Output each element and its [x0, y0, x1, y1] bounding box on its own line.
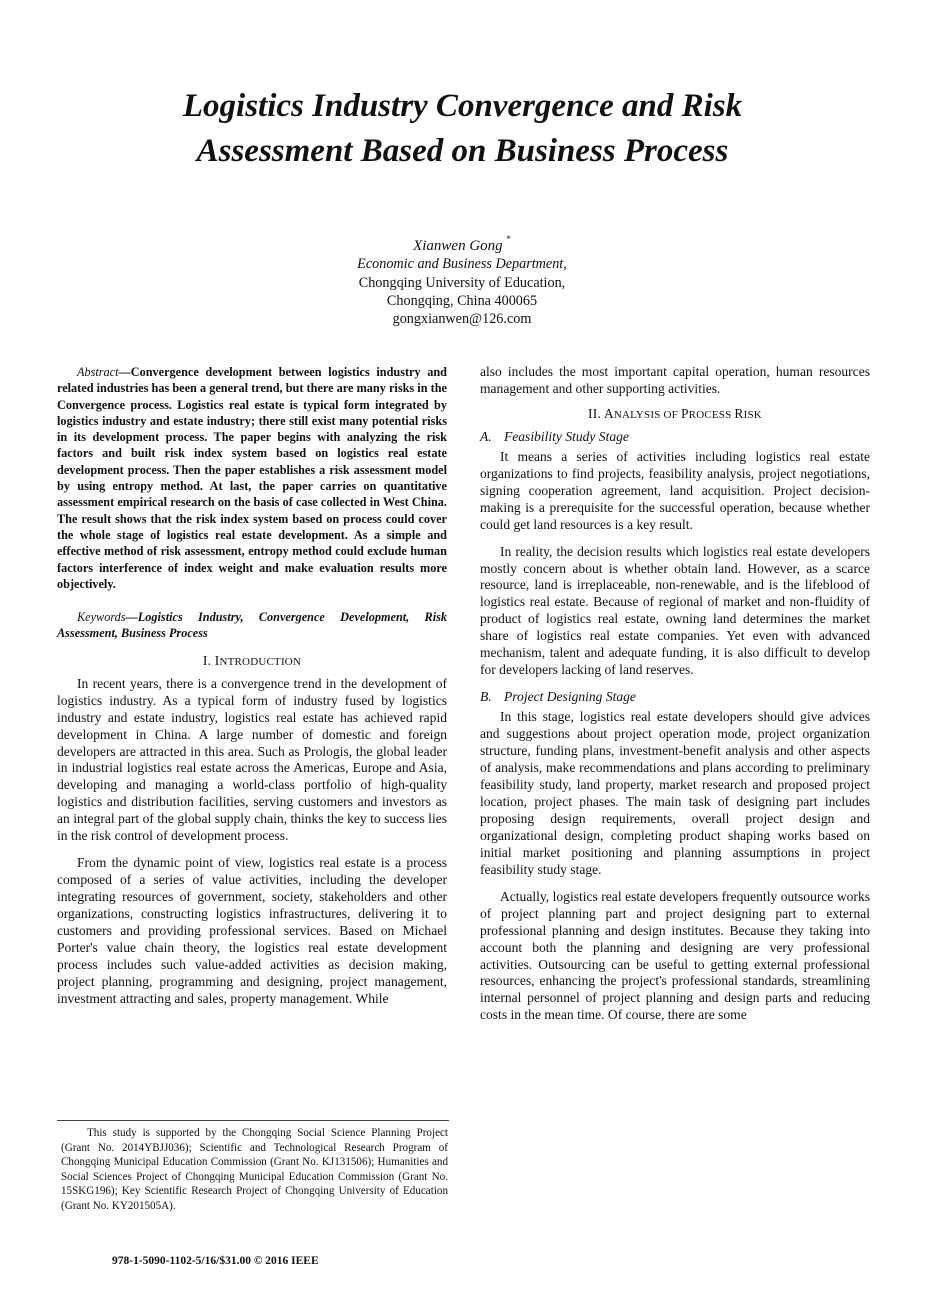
subsection-heading-b	[480, 689, 870, 706]
keywords-text: —Logistics Industry, Convergence Development, Risk Assessment, Business Process	[57, 610, 447, 641]
section-number: I.	[202, 652, 212, 668]
copyright-notice: 978-1-5090-1102-5/16/$31.00 © 2016 IEEE	[112, 1255, 319, 1267]
feasibility-paragraph-2: In reality, the decision results which logistics real estate developers mostly concern about is whether obtain land. However, as a scarce resource, land is irreplaceable, non-renewable, and is the lifeblood of logistics real estate. Because of regional of market and non-fluidity of product of logistics real estate, owning land determines the market share of logistics real estate companies. Yet even with advanced mechanism, talent and adequate funding, it is also difficult to develop for developers lacking of land reserves.	[480, 543, 870, 678]
subsection-heading-a	[480, 429, 870, 446]
abstract-text: —Convergence development between logistics industry and related industries has been a general trend, but there are many risks in the Convergence process. Logistics real estate is typical form integrated by logistics industry and estate industry; there still exist many potential risks in its development process. The paper begins with analyzing the risk factors and built risk index system based on logistics real estate development process. Then the paper establishes a risk assessment model by using entropy method. At last, the paper carries on quantitative assessment empirical research on the basis of case collected in West China. The result shows that the risk index system based on process could cover the whole stage of logistics real estate development. As a simple and effective method of risk assessment, entropy method could exclude human factors interference of index weight and make evaluation results more objectively.	[57, 365, 447, 591]
author-department: Economic and Business Department,	[357, 256, 567, 273]
author-name: Xianwen Gong	[413, 238, 503, 254]
intro-paragraph-1: In recent years, there is a convergence trend in the development of logistics industry. As a typical form of industry fused by logistics industry and estate industry, logistics real estate has achieved rapid development in China. A large number of domestic and foreign developers are attracted in this area. Such as Prologis, the global leader in industrial logistics real estate across the Americas, Europe and Asia, developing and managing a world-class portfolio of high-quality logistics and distribution facilities, serving customers and investors as an integral part of the global supply chain, thinks the key to success lies in the risk control of development process.	[57, 675, 447, 844]
subsection-title: Project Designing Stage	[504, 689, 636, 705]
abstract	[57, 364, 447, 592]
right-column	[480, 364, 870, 1034]
intro-paragraph-2: From the dynamic point of view, logistics real estate is a process composed of a series of value activities, including the developer integrating resources of government, society, stakeholders and other organizations, constructing logistics infrastructures, delivering it to customers and providing professional services. Based on Michael Porter's value chain theory, the logistics real estate development process includes such value-added activities as decision making, project planning, programming and designing, project management, investment attracting and sales, property management. While	[57, 855, 447, 1006]
section-title-rest: NTRODUCTION	[219, 655, 302, 668]
title-line-2: Assessment Based on Business Process	[196, 133, 729, 169]
section-title-rest-3: ISK	[743, 408, 762, 421]
author-block	[262, 232, 662, 328]
author-mark: *	[506, 234, 511, 244]
author-location: Chongqing, China 400065	[386, 292, 538, 309]
keywords	[57, 609, 447, 642]
keywords-label: Keywords	[77, 610, 126, 625]
title-line-1: Logistics Industry Convergence and Risk	[182, 88, 743, 124]
section-initial-2: P	[680, 405, 689, 421]
designing-paragraph-1: In this stage, logistics real estate developers should give advices and suggestions about project operation mode, project organization structure, funding plans, investment-benefit analysis and other aspects of analysis, make recommendations and plans according to preliminary feasibility study, land property, market research and proposed project location, project phases. The main task of designing part includes proposing design requirements, overall project design and organizational design, completing product shaping works based on initial market positioning and planning assumptions in project feasibility study stage.	[480, 709, 870, 877]
section-heading-analysis	[480, 406, 870, 424]
section-heading-introduction	[57, 653, 447, 671]
feasibility-paragraph-1: It means a series of activities including logistics real estate organizations to find projects, feasibility analysis, project negotiations, signing cooperation agreement, land acquisition. Project decision-making is a prerequisite for the successful operation, because whether could get land resources is a key result.	[480, 448, 870, 532]
footnote-divider	[57, 1120, 449, 1121]
section-initial: I	[214, 652, 220, 668]
abstract-label: Abstract	[77, 365, 119, 379]
section-title-rest-2: ROCESS	[688, 408, 735, 421]
author-name-line	[262, 232, 662, 255]
author-institution: Chongqing University of Education,	[358, 274, 566, 291]
section-initial-3: R	[734, 405, 744, 421]
funding-footnote: This study is supported by the Chongqing Social Science Planning Project (Grant No. 2014YBJJ036); Scientific and Technological Research Program of Chongqing Municipal Education Commission (Grant No. KJ131506); Humanities and Social Sciences Project of Chongqing Municipal Education Commission (Grant No. 15SKG196); Key Scientific Research Project of Chongqing University of Education (Grant No. KY201505A).	[61, 1127, 448, 1212]
intro-continuation: also includes the most important capital operation, human resources management and other supporting activities.	[480, 364, 870, 396]
subsection-letter: A.	[480, 428, 492, 444]
designing-paragraph-2: Actually, logistics real estate developers frequently outsource works of project planning part and project designing part to external professional planning and design institutes. Because they taking into account both the planning and designing are very professional activities. Outsourcing can be useful to getting external professional resources, enhancing the project's professional standards, streamlining internal personnel of project planning and design parts and reducing costs in the mean time. Of course, there are some	[480, 888, 870, 1023]
left-column	[57, 364, 447, 1018]
section-number: II.	[588, 405, 602, 421]
author-email: gongxianwen@126.com	[392, 311, 532, 328]
section-title-rest: NALYSIS OF	[613, 408, 681, 421]
section-initial: A	[603, 405, 614, 421]
paper-title	[60, 84, 865, 174]
subsection-title: Feasibility Study Stage	[504, 428, 629, 444]
subsection-letter: B.	[480, 689, 492, 705]
